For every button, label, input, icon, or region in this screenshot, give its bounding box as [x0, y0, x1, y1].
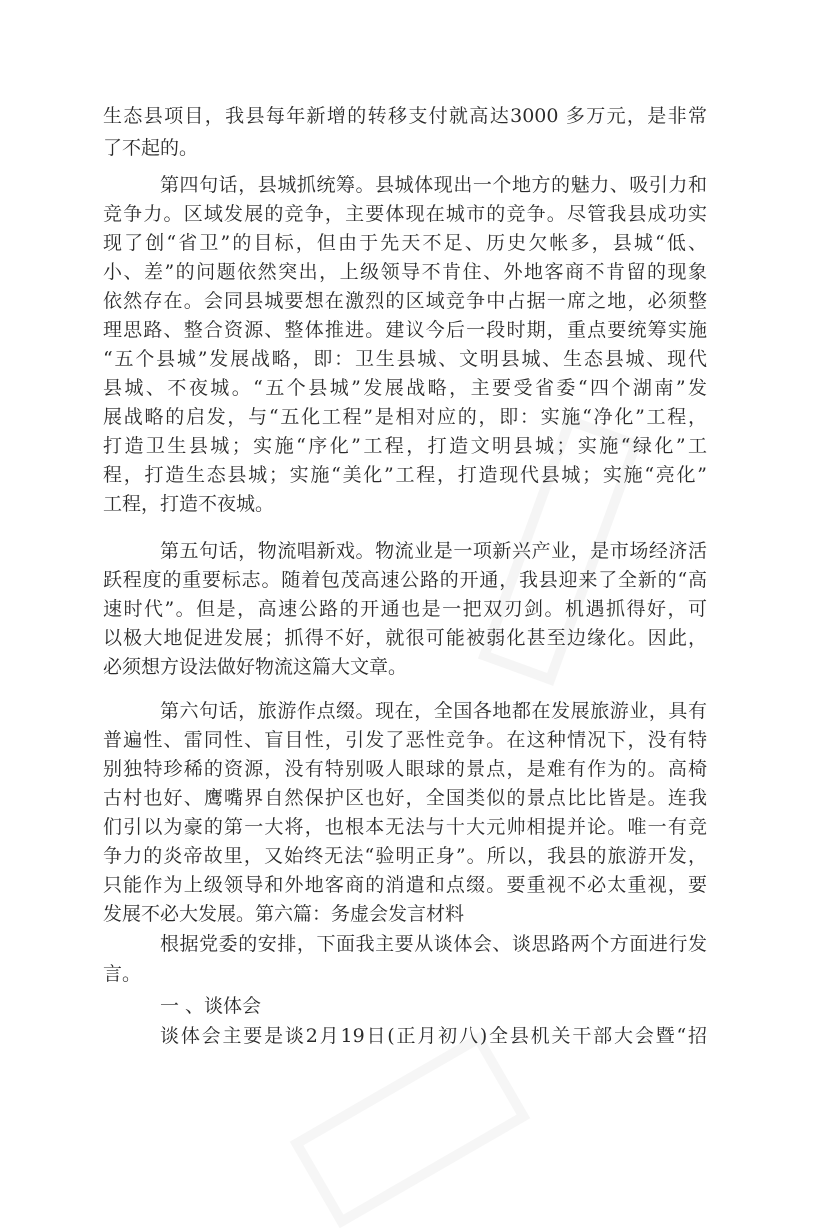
watermark [290, 1032, 531, 1228]
text-line: 以极大地促进发展；抓得不好，就很可能被弱化甚至边缘化。因此， [103, 627, 707, 649]
text-line: 必须想方设法做好物流这篇大文章。 [103, 656, 408, 678]
text-line: 发展不必大发展。第六篇：务虚会发言材料 [103, 903, 465, 925]
text-line: 现了创“省卫”的目标，但由于先天不足、历史欠帐多，县城“低、 [103, 232, 707, 254]
text-line: 生态县项目，我县每年新增的转移支付就高达3000 多万元，是非常 [103, 105, 707, 127]
text-line: 理思路、整合资源、整体推进。建议今后一段时期，重点要统筹实施 [103, 319, 707, 341]
text-line: 速时代”。但是，高速公路的开通也是一把双刃剑。机遇抓得好，可 [103, 598, 707, 620]
text-line: 了不起的。 [103, 137, 199, 159]
text-line: 依然存在。会同县城要想在激烈的区域竞争中占据一席之地，必须整 [103, 290, 707, 312]
text-line: 根据党委的安排，下面我主要从谈体会、谈思路两个方面进行发 [160, 933, 707, 955]
text-line: 工程，打造不夜城。 [103, 493, 275, 515]
text-line: 一 、谈体会 [160, 995, 262, 1017]
text-line: 别独特珍稀的资源，没有特别吸人眼球的景点，是难有作为的。高椅 [103, 758, 707, 780]
text-line: 第六句话，旅游作点缀。现在，全国各地都在发展旅游业，具有 [160, 700, 707, 722]
text-line: 谈体会主要是谈2月19日(正月初八)全县机关干部大会暨“招 [160, 1025, 707, 1047]
text-line: 小、差”的问题依然突出，上级领导不肯住、外地客商不肯留的现象 [103, 261, 707, 283]
text-line: 争力的炎帝故里，又始终无法“验明正身”。所以，我县的旅游开发， [103, 845, 707, 867]
text-line: 言。 [103, 963, 142, 985]
text-line: 古村也好、鹰嘴界自然保护区也好，全国类似的景点比比皆是。连我 [103, 787, 707, 809]
text-line: 竞争力。区域发展的竞争，主要体现在城市的竞争。尽管我县成功实 [103, 203, 707, 225]
text-line: 们引以为豪的第一大将，也根本无法与十大元帅相提并论。唯一有竞 [103, 816, 707, 838]
text-line: 县城、不夜城。“五个县城”发展战略，主要受省委“四个湖南”发 [103, 377, 707, 399]
text-line: 打造卫生县城；实施“序化”工程，打造文明县城；实施“绿化”工 [103, 435, 707, 457]
text-line: 跃程度的重要标志。随着包茂高速公路的开通，我县迎来了全新的“高 [103, 569, 707, 591]
text-line: 只能作为上级领导和外地客商的消遣和点缀。要重视不必太重视，要 [103, 874, 707, 896]
text-line: 第四句话，县城抓统筹。县城体现出一个地方的魅力、吸引力和 [160, 174, 707, 196]
text-line: 展战略的启发，与“五化工程”是相对应的，即：实施“净化”工程， [103, 406, 707, 428]
text-line: 普遍性、雷同性、盲目性，引发了恶性竞争。在这种情况下，没有特 [103, 729, 707, 751]
text-line: 程，打造生态县城；实施“美化”工程，打造现代县城；实施“亮化” [103, 464, 707, 486]
text-line: 第五句话，物流唱新戏。物流业是一项新兴产业，是市场经济活 [160, 540, 707, 562]
text-line: “五个县城”发展战略，即：卫生县城、文明县城、生态县城、现代 [103, 348, 707, 370]
